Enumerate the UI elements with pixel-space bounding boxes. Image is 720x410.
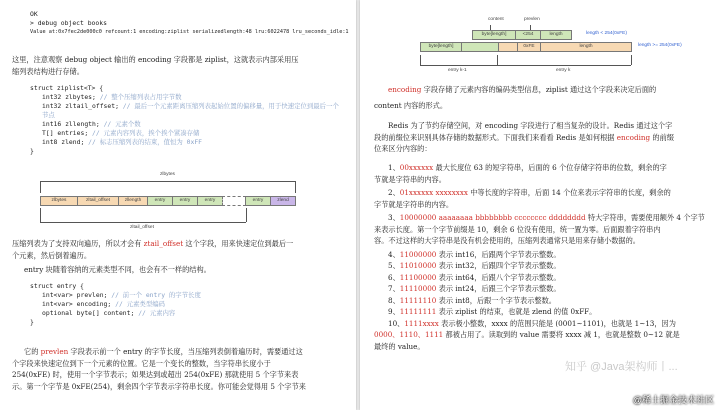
paragraph-encoding-field: encoding 字段存储了元素内容的编码类型信息，ziplist 通过这个字段来决定后面的: [388, 85, 657, 94]
list-item: 7、11110000 表示 int24，后跟三个字节表示整数。: [388, 284, 561, 293]
cell-gap: [222, 196, 246, 206]
paragraph-encoding-field-cont: content 内容的形式。: [374, 101, 448, 110]
list-item: 8、11111110 表示 int8，后跟一个字节表示整数。: [388, 295, 556, 305]
row1-prevlen-cell: <254: [515, 30, 541, 40]
zltail-offset-span-line: [40, 222, 246, 223]
row1-note: length < 254(0xFE): [586, 31, 627, 36]
entry-k-minus-1-label: entry k-1: [448, 68, 467, 73]
cell-entry-2: entry: [172, 196, 198, 206]
paragraph-bidirectional: 压缩列表为了支持双向遍历，所以才会有 ztail_offset 这个字段，用来快速定位到最后一 个元素，然后倒着遍历。: [12, 239, 294, 260]
row2-content-cell: byte[length]: [420, 42, 462, 52]
entry-struct-code: struct entry { int<var> prevlen; // 前一个 entry 的字节长度 int<var> encoding; // 元素类型编码 optional byte[] content; // 元素内容 }: [30, 282, 201, 326]
content-label: content: [488, 17, 504, 22]
encoding-prefix-list: [374, 162, 718, 352]
cell-zlbytes: zlbytes: [40, 196, 78, 206]
list-item: 3、10000000 aaaaaaaa bbbbbbbb cccccccc dddddddd 特大字符串，需要使用额外 4 个字节 来表示长度。第一个字节前缀是 10，剩余 6 位没有使用，统一置为零。后面跟着字符串内 容。不过这样的大字符串是没有机会使用的，压缩列表通常只是用来存储小数据的。: [374, 213, 705, 245]
cell-entry-1: entry: [147, 196, 173, 206]
prevlen-label: prevlen: [524, 17, 540, 22]
row2-note: length >= 254(0xFE): [638, 43, 682, 48]
row1-length-cell: length: [540, 30, 572, 40]
paragraph-entry-structure: entry 块随着容纳的元素类型不同，也会有不一样的结构。: [24, 265, 211, 274]
row2-marker-cell: [498, 42, 518, 52]
intro-paragraph: 这里，注意观察 debug object 输出的 encoding 字段都是 ziplist，这就表示内部采用压 缩列表结构进行存储。: [12, 55, 299, 76]
juejin-watermark: @稀土掘金技术社区: [632, 395, 714, 405]
cell-zllength: zllength: [118, 196, 148, 206]
paragraph-encoding-design: Redis 为了节约存储空间，对 encoding 字段进行了相当复杂的设计。Redis 通过这个字 段的前缀位来识别具体存储的数据形式。下面我们来看看 Redis 是如何根据 encoding 的前缀 位来区分内容的：: [374, 121, 674, 153]
cell-zlend: zlend: [270, 196, 296, 206]
zltail-offset-bottom-label: zltail_offset: [130, 225, 154, 230]
cell-zltail-offset: zltail_offset: [77, 196, 119, 206]
row1-content-cell: byte[length]: [472, 30, 516, 40]
code-output-block: OK > debug object books Value at:0x7fec2de000c0 refcount:1 encoding:ziplist serializedlength:48 lru:6022478 lru_seconds_idle:1: [30, 10, 349, 35]
list-item: 10、1111xxxx 表示极小整数，xxxx 的范围只能是 (0001~1101)，也就是 1~13，因为 0000、1110、1111 都被占用了。读取到的 value 需要将 xxxx 减 1，也就是整数 0~12 就是 最终的 value。: [374, 318, 680, 351]
cell-entry-3: entry: [197, 196, 223, 206]
entry-k-label: entry k: [556, 68, 571, 73]
list-item: 5、11010000 表示 int32，后跟四个字节表示整数。: [388, 261, 561, 270]
list-item: 4、11000000 表示 int16，后跟两个字节表示整数。: [388, 249, 561, 259]
list-item: 9、11111111 表示 ziplist 的结束，也就是 zlend 的值 0xFF。: [388, 307, 597, 316]
list-item: 1、00xxxxxx 最大长度位 63 的短字符串，后面的 6 个位存储字符串的位数，剩余的字 节就是字符串的内容。: [374, 163, 667, 184]
list-item: 2、01xxxxxx xxxxxxxx 中等长度的字符串，后面 14 个位来表示字符串的长度，剩余的 字节就是字符串的内容。: [374, 188, 671, 209]
right-page: [360, 0, 720, 410]
list-item: 6、11100000 表示 int64，后跟八个字节表示整数。: [388, 272, 561, 282]
row2-length-cell: length: [540, 42, 632, 52]
left-page: [0, 0, 356, 410]
zhihu-watermark: 知乎 @Java架构师丨...: [565, 361, 678, 373]
row2-spacer-cell: [461, 42, 499, 52]
cell-entry-4: entry: [245, 196, 271, 206]
row2-prevlen-cell: 0xFE: [517, 42, 541, 52]
ziplist-struct-code: struct ziplist<T> { int32 zlbytes; // 整个压缩列表占用字节数 int32 zltail_offset; // 最后一个元素距离压缩列表起始位置的偏移量，用于快速定位到最后一个 节点 int16 zllength; // 元素个数 T[] entries; // 元素内容列表，挨个挨个紧凑存储 int8 zlend; // 标志压缩列表的结束，值恒为 0xFF }: [30, 84, 339, 155]
zlbytes-span-line: [40, 181, 295, 182]
paragraph-prevlen: 它的 prevlen 字段表示前一个 entry 的字节长度，当压缩列表倒着遍历时，需要通过这 个字段来快速定位到下一个元素的位置。它是一个变长的整数，当字符串长度小于 254(0xFE) 时，使用一个字节表示；如果达到或超出 254(0xFE) 那就使用 5 个字节来表 示。第一个字节是 0xFE(254)，剩余四个字节表示字符串长度。你可能会觉得用 5 个字节来: [12, 347, 306, 391]
zlbytes-top-label: zlbytes: [160, 172, 175, 177]
